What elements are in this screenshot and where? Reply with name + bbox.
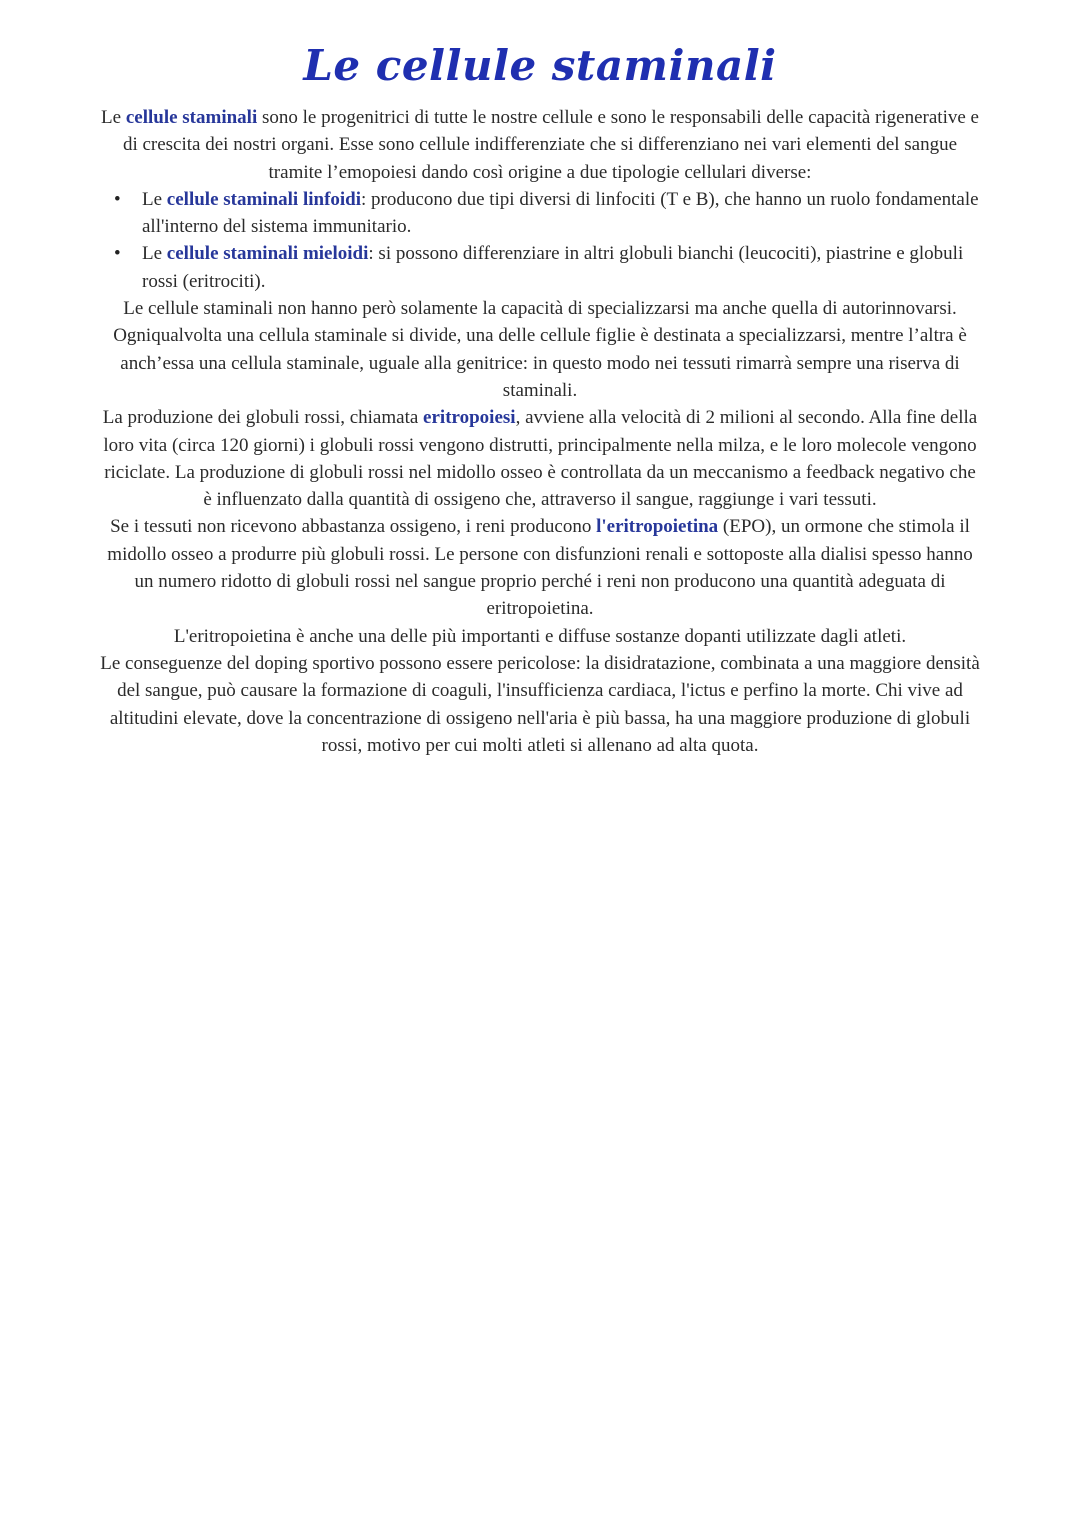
list-item-post: : producono due tipi diversi di linfociti (T e B), che hanno un ruolo fondamentale all'interno del sistema immunitario. [142,188,979,238]
term-eritropoietina: l'eritropoietina [596,516,719,538]
intro-pre: Le [101,107,126,128]
list-item-text [142,186,980,241]
term-eritropoiesi: eritropoiesi [423,407,516,429]
paragraph-doping [100,623,980,650]
paragraph-eritropoiesi [100,404,980,513]
paragraph-eritropoietina [100,513,980,622]
paragraph-text-post: (EPO), un ormone che stimola il midollo osseo a produrre più globuli rossi. Le persone con disfunzioni renali e sottoposte alla dialisi spesso hanno un numero ridotto di globuli rossi nel sangue proprio perché i reni non producono una quantità adeguata di eritropoietina. [107,516,973,620]
paragraph-text: Le conseguenze del doping sportivo possono essere pericolose: la disidratazione, combinata a una maggiore densità del sangue, può causare la formazione di coaguli, l'insufficienza cardiaca, l'ictus e perfino la morte. Chi vive ad altitudini elevate, dove la concentrazione di ossigeno nell'aria è più bassa, ha una maggiore produzione di globuli rossi, motivo per cui molti atleti si allenano ad alta quota. [100,652,980,756]
paragraph-autorinnovamento [100,295,980,404]
page-title: Le cellule staminali [303,41,777,90]
paragraph-text: La produzione dei globuli rossi, chiamata [102,407,424,429]
term-linfoidi: cellule staminali linfoidi [166,188,362,210]
list-item-post: : si possono differenziare in altri globuli bianchi (leucociti), piastrine e globuli rossi (eritrociti). [142,243,964,292]
list-item-pre: Le [142,188,167,210]
paragraph-text-post: , avviene alla velocità di 2 milioni al secondo. Alla fine della loro vita (circa 120 giorni) i globuli rossi vengono distrutti, principalmente nella milza, e le loro molecole vengono riciclate. La produzione di globuli rossi nel midollo osseo è controllata da un meccanismo a feedback negativo che è influenzato dalla quantità di ossigeno che, attraverso il sangue, raggiunge i vari tessuti. [103,407,978,511]
list-item-text [142,240,980,295]
document-body [100,104,980,759]
paragraph-text: Se i tessuti non ricevono abbastanza ossigeno, i reni producono [110,516,597,538]
cell-types-list [100,186,980,295]
intro-post: sono le progenitrici di tutte le nostre cellule e sono le responsabili delle capacità rigenerative e di crescita dei nostri organi. Esse sono cellule indifferenziate che si differenziano nei vari elementi del sangue tramite l’emopoiesi dando così origine a due tipologie cellulari diverse: [122,107,979,183]
term-mieloidi: cellule staminali mieloidi [166,243,369,265]
paragraph-conseguenze [100,650,980,759]
paragraph-text: Le cellule staminali non hanno però solamente la capacità di specializzarsi ma anche quella di autorinnovarsi. Ogniqualvolta una cellula staminale si divide, una delle cellule figlie è destinata a specializzarsi, mentre l’altra è anch’essa una cellula staminale, uguale alla genitrice: in questo modo nei tessuti rimarrà sempre una riserva di staminali. [113,298,967,401]
list-item-linfoidi [100,186,980,241]
intro-paragraph [100,104,980,186]
list-item-pre: Le [142,243,167,265]
term-cellule-staminali: cellule staminali [125,107,258,128]
bullet-marker: • [114,188,121,210]
bullet-marker: • [114,243,121,265]
list-item-mieloidi [100,240,980,295]
paragraph-text: L'eritropoietina è anche una delle più importanti e diffuse sostanze dopanti utilizzate dagli atleti. [173,625,907,647]
